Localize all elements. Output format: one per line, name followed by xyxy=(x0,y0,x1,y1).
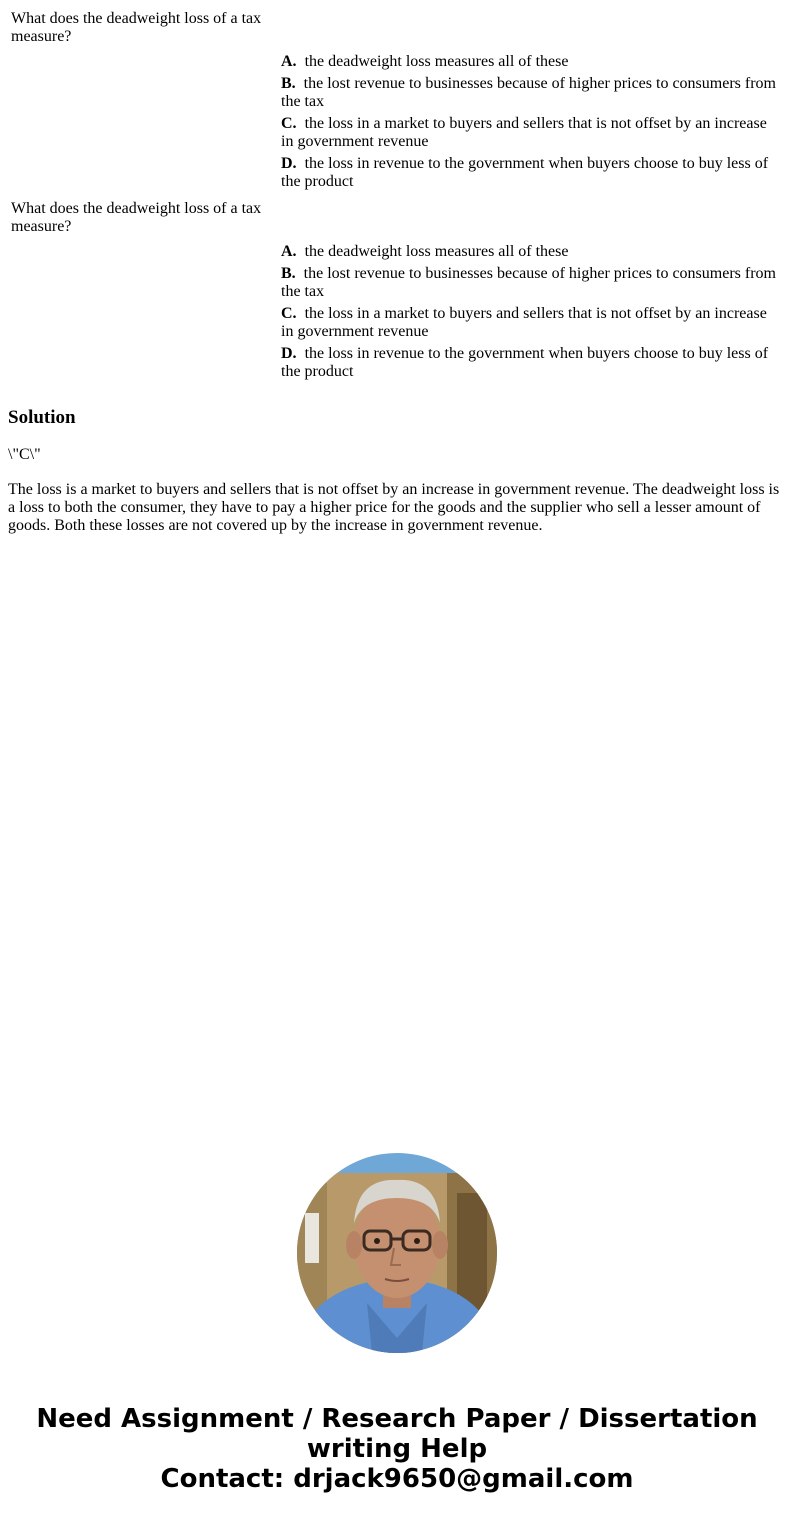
solution-heading: Solution xyxy=(8,407,76,428)
option-text: the lost revenue to businesses because of higher prices to consumers from the tax xyxy=(281,75,776,110)
question-text: What does the deadweight loss of a tax measure? xyxy=(11,10,262,45)
solution-explanation: The loss is a market to buyers and sellers that is not offset by an increase in government revenue. The deadweight loss is a loss to both the consumer, they have to pay a higher price for the goods and the supplier who sell a lesser amount of goods. Both these losses are not covered up by the increase in government revenue. xyxy=(8,481,780,534)
option-letter: C. xyxy=(281,305,297,322)
option-text: the loss in revenue to the government when buyers choose to buy less of the product xyxy=(281,345,769,380)
option-b xyxy=(281,265,781,301)
promo-banner xyxy=(0,1404,794,1494)
avatar-portrait xyxy=(297,1153,497,1353)
option-a xyxy=(281,243,781,261)
option-text: the loss in a market to buyers and sellers that is not offset by an increase in government revenue xyxy=(281,115,767,150)
option-text: the loss in revenue to the government when buyers choose to buy less of the product xyxy=(281,155,769,190)
option-letter: D. xyxy=(281,345,297,362)
option-letter: C. xyxy=(281,115,297,132)
solution-answer: \"C\" xyxy=(8,446,41,463)
option-text: the lost revenue to businesses because of higher prices to consumers from the tax xyxy=(281,265,776,300)
option-c xyxy=(281,115,781,151)
option-d xyxy=(281,155,781,191)
option-text: the deadweight loss measures all of these xyxy=(304,243,569,260)
promo-line-1: Need Assignment / Research Paper / Dissertation xyxy=(36,1404,758,1434)
author-avatar xyxy=(297,1153,497,1353)
option-a xyxy=(281,53,781,71)
option-text: the loss in a market to buyers and sellers that is not offset by an increase in government revenue xyxy=(281,305,767,340)
question-text: What does the deadweight loss of a tax measure? xyxy=(11,200,262,235)
option-b xyxy=(281,75,781,111)
option-letter: A. xyxy=(281,243,297,260)
option-letter: B. xyxy=(281,75,296,92)
option-d xyxy=(281,345,781,381)
option-text: the deadweight loss measures all of these xyxy=(304,53,569,70)
promo-contact: Contact: drjack9650@gmail.com xyxy=(160,1464,634,1494)
option-letter: D. xyxy=(281,155,297,172)
option-letter: A. xyxy=(281,53,297,70)
option-c xyxy=(281,305,781,341)
option-letter: B. xyxy=(281,265,296,282)
promo-line-2: writing Help xyxy=(306,1434,488,1464)
